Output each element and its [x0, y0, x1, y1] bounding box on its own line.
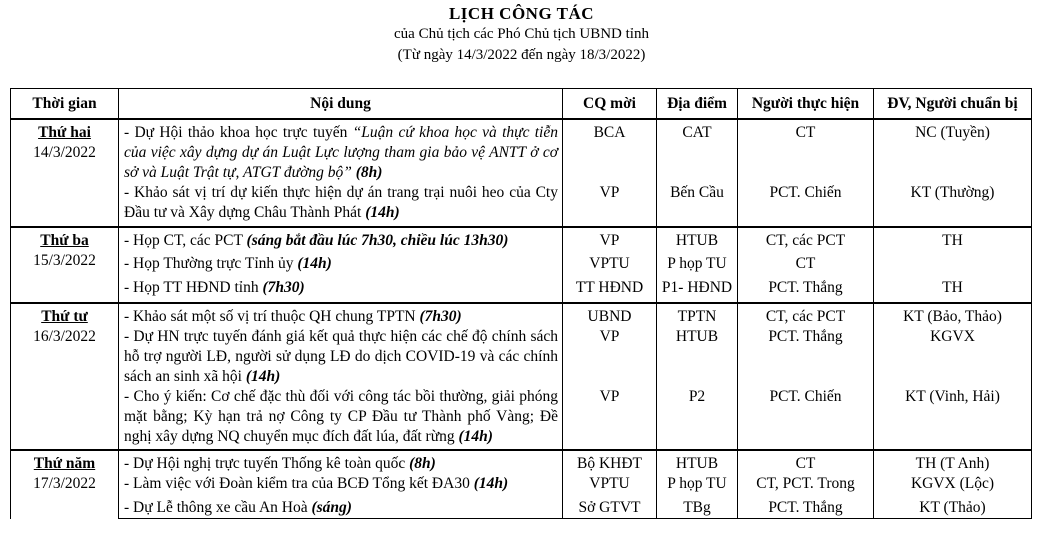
task-location: CAT: [657, 119, 738, 183]
table-row: [11, 474, 1032, 498]
task-location: P họp TU: [657, 474, 738, 498]
task-inviter: VPTU: [563, 254, 657, 278]
task-content: - Làm việc với Đoàn kiểm tra của BCĐ Tổng kết ĐA30 (14h): [119, 474, 563, 498]
col-header-prep: ĐV, Người chuẩn bị: [874, 89, 1032, 120]
day-name: Thứ tư: [41, 308, 88, 325]
task-prep: [874, 254, 1032, 278]
task-performer: PCT. Thắng: [738, 327, 874, 387]
page-subtitle: của Chủ tịch các Phó Chủ tịch UBND tỉnh: [394, 26, 649, 42]
task-prep: TH (T Anh): [874, 450, 1032, 474]
task-content: - Dự Lễ thông xe cầu An Hoà (sáng): [119, 498, 563, 519]
table-row: [11, 227, 1032, 254]
task-inviter: Bộ KHĐT: [563, 450, 657, 474]
task-inviter: UBND: [563, 303, 657, 327]
task-performer: CT: [738, 450, 874, 474]
day-cell: [11, 119, 119, 227]
task-content: - Dự Hội nghị trực tuyến Thống kê toàn quốc (8h): [119, 450, 563, 474]
task-prep: KGVX: [874, 327, 1032, 387]
task-inviter: Sở GTVT: [563, 498, 657, 519]
page-title: LỊCH CÔNG TÁC: [448, 4, 595, 23]
task-performer: CT: [738, 119, 874, 183]
day-name: Thứ năm: [33, 455, 96, 472]
task-location: P2: [657, 387, 738, 450]
page-period: (Từ ngày 14/3/2022 đến ngày 18/3/2022): [397, 47, 646, 63]
task-content: - Dự Hội thảo khoa học trực tuyến “Luận cứ khoa học và thực tiễn của việc xây dựng dự án Luật Lực lượng tham gia bảo vệ ANTT ở cơ sở và Luật Trật tự, ATGT đường bộ” (8h): [119, 119, 563, 183]
task-content: - Họp CT, các PCT (sáng bắt đầu lúc 7h30, chiều lúc 13h30): [119, 227, 563, 254]
task-prep: KT (Bảo, Thảo): [874, 303, 1032, 327]
task-content: - Họp Thường trực Tỉnh ủy (14h): [119, 254, 563, 278]
task-location: TBg: [657, 498, 738, 519]
task-performer: PCT. Chiến: [738, 387, 874, 450]
task-content: - Khảo sát một số vị trí thuộc QH chung TPTN (7h30): [119, 303, 563, 327]
task-content: - Họp TT HĐND tỉnh (7h30): [119, 278, 563, 303]
col-header-time: Thời gian: [11, 89, 119, 120]
table-row: [11, 119, 1032, 183]
day-date: 14/3/2022: [33, 144, 96, 161]
task-prep: NC (Tuyền): [874, 119, 1032, 183]
col-header-performer: Người thực hiện: [738, 89, 874, 120]
table-row: [11, 303, 1032, 327]
task-prep: KT (Vinh, Hải): [874, 387, 1032, 450]
day-date: 17/3/2022: [33, 475, 96, 492]
task-inviter: VP: [563, 227, 657, 254]
task-location: HTUB: [657, 327, 738, 387]
day-cell: [11, 450, 119, 519]
task-inviter: VPTU: [563, 474, 657, 498]
col-header-inviter: CQ mời: [563, 89, 657, 120]
task-prep: KT (Thảo): [874, 498, 1032, 519]
day-date: 15/3/2022: [33, 252, 96, 269]
task-location: Bến Cầu: [657, 183, 738, 227]
col-header-content: Nội dung: [119, 89, 563, 120]
task-performer: PCT. Thắng: [738, 278, 874, 303]
task-performer: CT, các PCT: [738, 303, 874, 327]
task-inviter: TT HĐND: [563, 278, 657, 303]
table-row: [11, 278, 1032, 303]
task-inviter: BCA: [563, 119, 657, 183]
day-name: Thứ ba: [40, 232, 89, 249]
table-row: [11, 183, 1032, 227]
task-location: P1- HĐND: [657, 278, 738, 303]
table-header-row: [11, 89, 1032, 120]
task-location: HTUB: [657, 227, 738, 254]
table-row: [11, 450, 1032, 474]
task-prep: KT (Thường): [874, 183, 1032, 227]
table-row: [11, 254, 1032, 278]
task-location: P họp TU: [657, 254, 738, 278]
task-prep: TH: [874, 278, 1032, 303]
table-row: [11, 327, 1032, 387]
table-row: [11, 498, 1032, 519]
task-content: - Cho ý kiến: Cơ chế đặc thù đối với công tác bồi thường, giải phóng mặt bằng; Kỳ hạn trả nợ Công ty CP Đầu tư Thành phố Vàng; Đề nghị xây dựng NQ chuyển mục đích đất lúa, đất rừng (14h): [119, 387, 563, 450]
day-cell: [11, 303, 119, 450]
task-inviter: VP: [563, 183, 657, 227]
day-cell: [11, 227, 119, 303]
day-name: Thứ hai: [38, 124, 91, 141]
task-inviter: VP: [563, 387, 657, 450]
task-location: HTUB: [657, 450, 738, 474]
task-performer: CT, PCT. Trong: [738, 474, 874, 498]
task-prep: KGVX (Lộc): [874, 474, 1032, 498]
schedule-table: [10, 88, 1032, 519]
col-header-location: Địa điểm: [657, 89, 738, 120]
task-performer: PCT. Thắng: [738, 498, 874, 519]
table-row: [11, 387, 1032, 450]
task-location: TPTN: [657, 303, 738, 327]
task-prep: TH: [874, 227, 1032, 254]
day-date: 16/3/2022: [33, 328, 96, 345]
task-performer: CT, các PCT: [738, 227, 874, 254]
task-performer: CT: [738, 254, 874, 278]
task-inviter: VP: [563, 327, 657, 387]
task-content: - Khảo sát vị trí dự kiến thực hiện dự án trang trại nuôi heo của Cty Đầu tư và Xây dựng Châu Thành Phát (14h): [119, 183, 563, 227]
task-content: - Dự HN trực tuyến đánh giá kết quả thực hiện các chế độ chính sách hỗ trợ người LĐ, người sử dụng LĐ do dịch COVID-19 và các chính sách an sinh xã hội (14h): [119, 327, 563, 387]
task-performer: PCT. Chiến: [738, 183, 874, 227]
